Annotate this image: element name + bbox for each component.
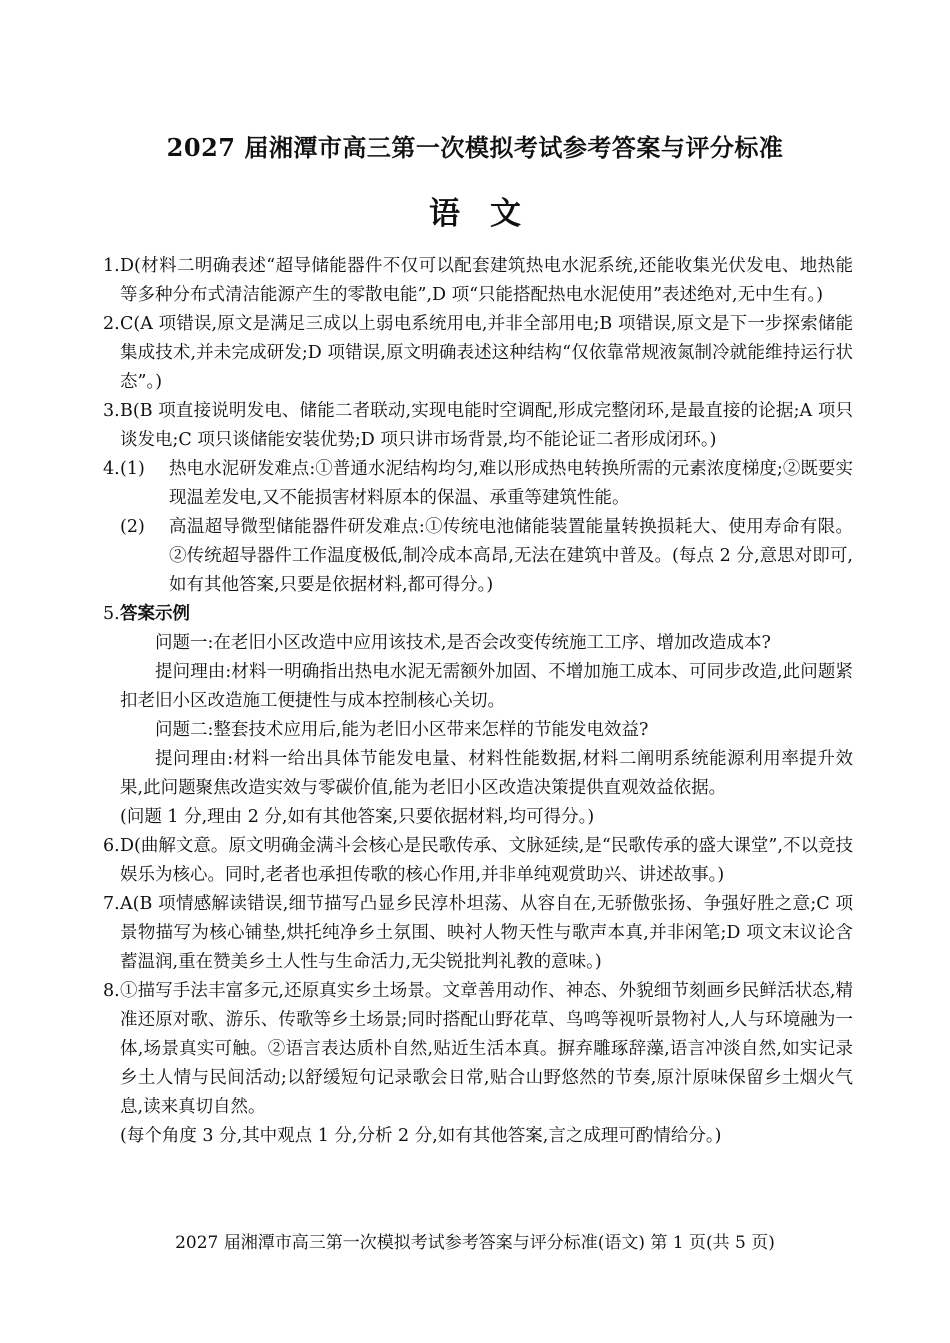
scoring-note: (问题 1 分,理由 2 分,如有其他答案,只要依据材料,均可得分。)	[120, 807, 595, 827]
item-text: C(A 项错误,原文是满足三成以上弱电系统用电,并非全部用电;B 项错误,原文是下一步探索储能集成技术,并未完成研发;D 项错误,原文明确表述这种结构“仅依靠常规液氮制冷就能维持运行状态”。)	[120, 314, 853, 392]
sub-answer-1	[103, 455, 853, 513]
subject-heading: 语文	[429, 196, 551, 232]
item-text: A(B 项情感解读错误,细节描写凸显乡民淳朴坦荡、从容自在,无骄傲张扬、争强好胜之意;C 项景物描写为核心铺垫,烘托纯净乡土氛围、映衬人物天性与歌声本真,并非闲笔;D 项文末议论含蓄温润,重在赞美乡土人性与生命活力,无尖锐批判礼教的意味。)	[120, 894, 853, 972]
item-number: 1.	[103, 256, 120, 276]
item-number: 6.	[103, 836, 120, 856]
sub-text: 热电水泥研发难点:①普通水泥结构均匀,难以形成热电转换所需的元素浓度梯度;②既要实现温差发电,又不能损害材料原本的保温、承重等建筑性能。	[169, 459, 853, 508]
answer-item-1	[103, 252, 853, 310]
item-heading: 答案示例	[120, 604, 190, 624]
question-two: 问题二:整套技术应用后,能为老旧小区带来怎样的节能发电效益?	[155, 720, 649, 740]
item-text: ①描写手法丰富多元,还原真实乡土场景。文章善用动作、神态、外貌细节刻画乡民鲜活状态,精准还原对歌、游乐、传歌等乡土场景;同时搭配山野花草、鸟鸣等视听景物衬人,人与环境融为一体,场景真实可触。②语言表达质朴自然,贴近生活本真。摒弃雕琢辞藻,语言冲淡自然,如实记录乡土人情与民间活动;以舒缓短句记录歌会日常,贴合山野悠然的节奏,原汁原味保留乡土烟火气息,读来真切自然。	[120, 981, 853, 1117]
answer-item-8	[103, 977, 853, 1151]
answer-item-2	[103, 310, 853, 397]
item-text: B(B 项直接说明发电、储能二者联动,实现电能时空调配,形成完整闭环,是最直接的论据;A 项只谈发电;C 项只谈储能安装优势;D 项只讲市场背景,均不能论证二者形成闭环。)	[120, 401, 853, 450]
sub-number: (2)	[120, 517, 145, 537]
item-text: D(材料二明确表述“超导储能器件不仅可以配套建筑热电水泥系统,还能收集光伏发电、地热能等多种分布式清洁能源产生的零散电能”,D 项“只能搭配热电水泥使用”表述绝对,无中生有。)	[120, 256, 853, 305]
item-number: 8.	[103, 981, 120, 1001]
document-title: 2027 届湘潭市高三第一次模拟考试参考答案与评分标准	[166, 133, 784, 162]
answer-item-3	[103, 397, 853, 455]
reason-one: 提问理由:材料一明确指出热电水泥无需额外加固、不增加施工成本、可同步改造,此问题紧扣老旧小区改造施工便捷性与成本控制核心关切。	[120, 662, 853, 711]
item-number: 3.	[103, 401, 120, 421]
sub-text: 高温超导微型储能器件研发难点:①传统电池储能装置能量转换损耗大、使用寿命有限。②传统超导器件工作温度极低,制冷成本高昂,无法在建筑中普及。(每点 2 分,意思对即可,如有其他答案,只要是依据材料,都可得分。)	[169, 517, 853, 595]
page-footer: 2027 届湘潭市高三第一次模拟考试参考答案与评分标准(语文) 第 1 页(共 5 页)	[175, 1233, 775, 1253]
scoring-note: (每个角度 3 分,其中观点 1 分,分析 2 分,如有其他答案,言之成理可酌情给分。)	[120, 1126, 722, 1146]
item-number: 4.	[103, 459, 120, 479]
question-one: 问题一:在老旧小区改造中应用该技术,是否会改变传统施工工序、增加改造成本?	[155, 633, 771, 653]
item-number: 7.	[103, 894, 120, 914]
answer-list	[103, 252, 853, 1151]
answer-item-5	[103, 600, 853, 832]
answer-item-7	[103, 890, 853, 977]
sub-answer-2	[103, 513, 853, 600]
sub-number: (1)	[120, 459, 145, 479]
reason-two: 提问理由:材料一给出具体节能发电量、材料性能数据,材料二阐明系统能源利用率提升效果,此问题聚焦改造实效与零碳价值,能为老旧小区改造决策提供直观效益依据。	[120, 749, 853, 798]
answer-item-4	[103, 455, 853, 600]
item-number: 5.	[103, 604, 120, 624]
answer-item-6	[103, 832, 853, 890]
item-text: D(曲解文意。原文明确金满斗会核心是民歌传承、文脉延续,是“民歌传承的盛大课堂”,不以竞技娱乐为核心。同时,老者也承担传歌的核心作用,并非单纯观赏助兴、讲述故事。)	[120, 836, 853, 885]
item-number: 2.	[103, 314, 120, 334]
